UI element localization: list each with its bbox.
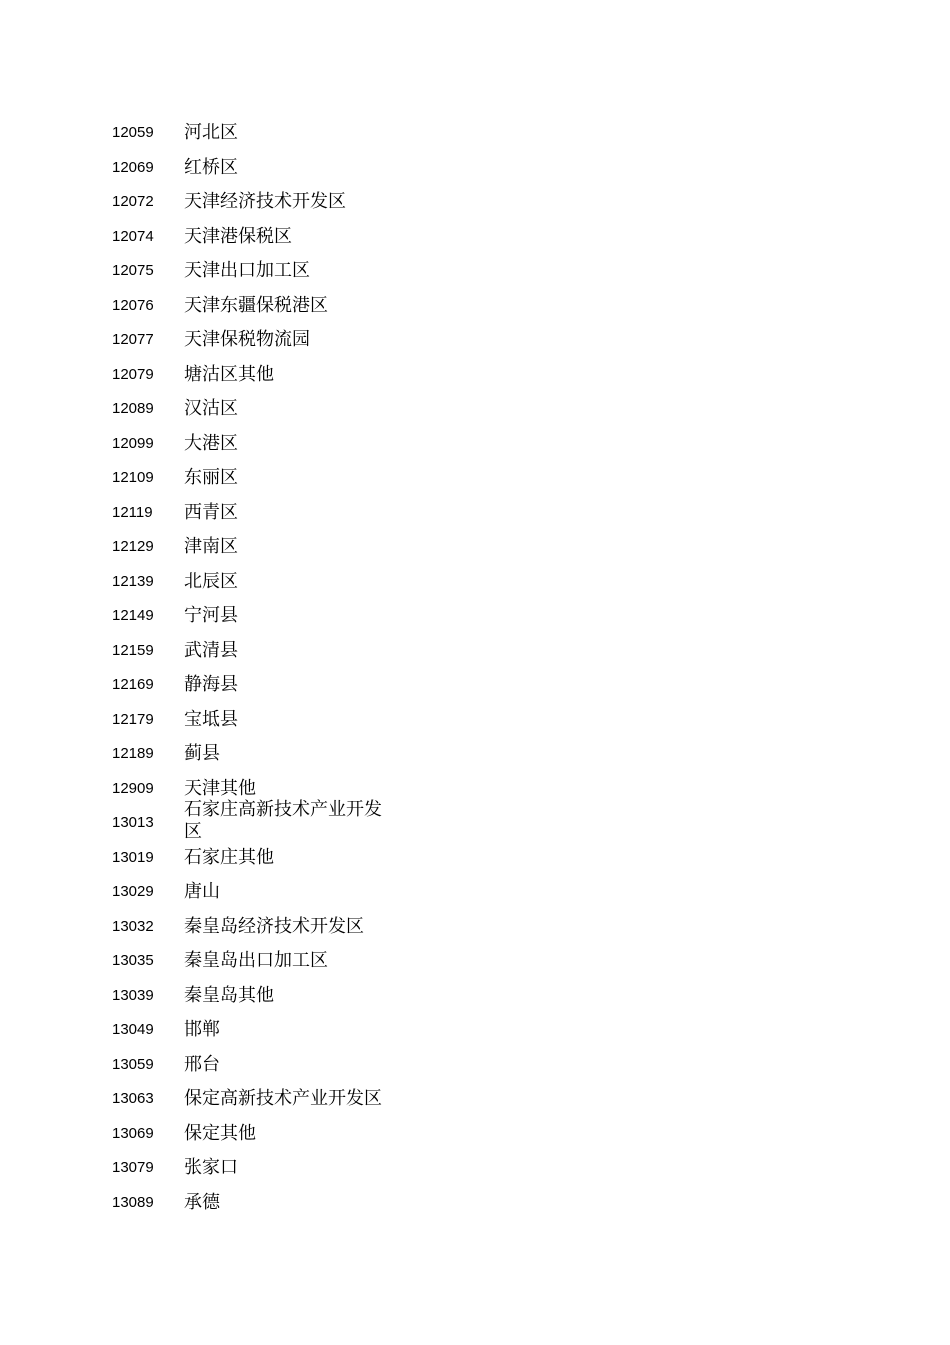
list-item: [112, 496, 412, 531]
region-code: 12109: [112, 469, 154, 486]
region-code: 13049: [112, 1021, 154, 1038]
region-name: 塘沽区其他: [184, 363, 274, 385]
list-item: [112, 427, 412, 462]
region-name: 宝坻县: [184, 708, 238, 730]
list-item: [112, 703, 412, 738]
list-item: [112, 151, 412, 186]
region-code-list: [112, 116, 412, 1220]
region-code: 13032: [112, 917, 154, 935]
list-item: [112, 565, 412, 600]
region-name: 北辰区: [184, 570, 238, 592]
list-item: [112, 185, 412, 220]
region-name: 河北区: [184, 122, 238, 143]
region-name: 津南区: [184, 536, 238, 557]
list-item: [112, 841, 412, 876]
region-code: 12119: [112, 503, 153, 521]
region-code: 13035: [112, 952, 154, 969]
list-item: [112, 323, 412, 358]
region-name: 东丽区: [184, 467, 238, 488]
region-code: 12069: [112, 158, 154, 176]
list-item: [112, 737, 412, 772]
region-code: 12149: [112, 607, 154, 624]
list-item: [112, 1013, 412, 1048]
region-code: 12099: [112, 434, 154, 452]
region-name: 大港区: [184, 432, 238, 454]
region-name: 静海县: [184, 674, 238, 695]
region-code: 13079: [112, 1159, 154, 1176]
region-code: 13089: [112, 1193, 154, 1211]
list-item: [112, 875, 412, 910]
region-code: 12129: [112, 538, 154, 555]
region-name: 秦皇岛其他: [184, 984, 274, 1006]
region-code: 12139: [112, 572, 154, 590]
region-code: 12059: [112, 124, 154, 141]
region-name: 西青区: [184, 501, 238, 523]
list-item: [112, 1117, 412, 1152]
region-code: 13013: [112, 814, 154, 831]
list-item: [112, 1151, 412, 1186]
region-name: 天津东疆保税港区: [184, 294, 328, 316]
list-item: [112, 254, 412, 289]
region-code: 13039: [112, 986, 154, 1004]
region-code: 12169: [112, 676, 154, 693]
region-name: 秦皇岛经济技术开发区: [184, 915, 364, 937]
region-code: 12072: [112, 193, 154, 210]
region-name: 蓟县: [184, 743, 220, 764]
region-name: 张家口: [184, 1157, 238, 1178]
region-code: 12089: [112, 400, 154, 417]
region-code: 12079: [112, 365, 154, 383]
list-item: [112, 668, 412, 703]
region-name: 石家庄高新技术产业开发区: [184, 799, 382, 842]
region-name: 红桥区: [184, 156, 238, 178]
region-name: 唐山: [184, 881, 220, 902]
region-name: 天津其他: [184, 777, 256, 799]
region-code: 13029: [112, 883, 154, 900]
region-name: 邢台: [184, 1053, 220, 1075]
list-item: [112, 220, 412, 255]
list-item: [112, 1082, 412, 1117]
region-code: 12189: [112, 745, 154, 762]
list-item: [112, 634, 412, 669]
region-code: 13019: [112, 848, 154, 866]
region-code: 13069: [112, 1124, 154, 1142]
region-name: 承德: [184, 1191, 220, 1213]
list-item: [112, 358, 412, 393]
region-code: 12909: [112, 779, 154, 797]
list-item: [112, 910, 412, 945]
list-item: [112, 799, 412, 842]
region-code: 13059: [112, 1055, 154, 1073]
region-code: 12077: [112, 331, 154, 348]
list-item: [112, 461, 412, 496]
list-item: [112, 116, 412, 151]
region-code: 12179: [112, 710, 154, 728]
list-item: [112, 979, 412, 1014]
region-name: 武清县: [184, 639, 238, 661]
list-item: [112, 530, 412, 565]
list-item: [112, 944, 412, 979]
region-code: 13063: [112, 1090, 154, 1107]
list-item: [112, 1186, 412, 1221]
list-item: [112, 599, 412, 634]
region-code: 12159: [112, 641, 154, 659]
list-item: [112, 392, 412, 427]
region-name: 天津港保税区: [184, 225, 292, 247]
region-code: 12074: [112, 227, 154, 245]
region-name: 天津保税物流园: [184, 329, 310, 350]
region-code: 12076: [112, 296, 154, 314]
region-name: 天津经济技术开发区: [184, 191, 346, 212]
region-name: 秦皇岛出口加工区: [184, 950, 328, 971]
region-code: 12075: [112, 262, 154, 279]
list-item: [112, 289, 412, 324]
region-name: 石家庄其他: [184, 846, 274, 868]
region-name: 天津出口加工区: [184, 260, 310, 281]
region-name: 汉沽区: [184, 398, 238, 419]
region-name: 邯郸: [184, 1019, 220, 1040]
list-item: [112, 1048, 412, 1083]
region-name: 保定高新技术产业开发区: [184, 1088, 382, 1109]
region-name: 保定其他: [184, 1122, 256, 1144]
region-name: 宁河县: [184, 605, 238, 626]
